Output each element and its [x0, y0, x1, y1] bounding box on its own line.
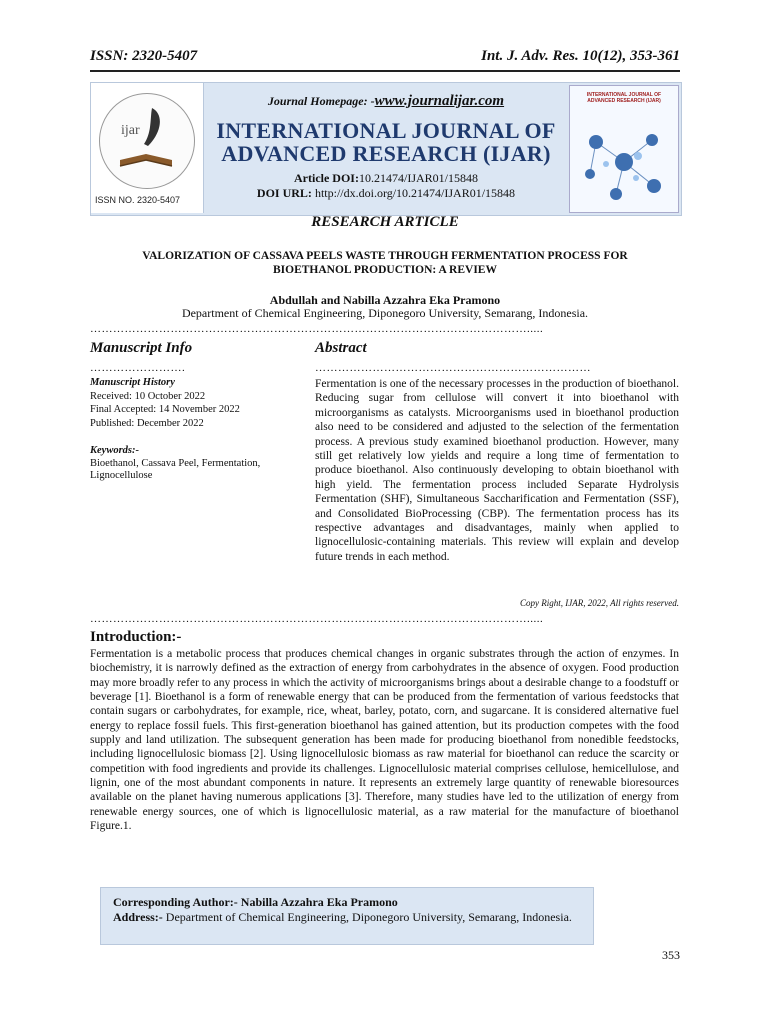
divider-dots-manuscript: ……………………. — [90, 362, 186, 374]
divider-dots-abstract: ……………………………………………………………… — [315, 362, 591, 374]
accepted-date: Final Accepted: 14 November 2022 — [90, 404, 240, 415]
abstract-heading: Abstract — [315, 340, 367, 356]
introduction-text: Fermentation is a metabolic process that produces chemical changes in organic substrates through the action of enzymes. In biochemistry, it is narrowly defined as the extraction of energy from carbohydrates in the absence of oxygen. Food production may more broadly refer to any process in which the activity of microorganisms brings about a desirable change to a foodstuff or beverage [1]. Bioethanol is a form of renewable energy that can be produced from the fermentation of various feedstocks that contain sugars or carbohydrates, for example, rice, wheat, barley, potato, corn, and sugarcane. It is considered alternative fuel energy to replace fossil fuels. This first-generation bioethanol has gained attention, but its production competes with the food supply and land utilization. The subsequent generation has been made for producing bioethanol from nonedible feedstocks, including lignocellulosic biomass [2]. Using lignocellulosic biomass as raw material for bioethanol can reduce the scarcity or competition with food ingredients and provide its challenges. Lignocellulosic material comprises cellulose, hemicellulose, and lignin, one of the most abundant components in nature. It represents an extremely large quantity of renewable bioresources available on the planet having numerous applications [3]. Therefore, many studies have led to the utilization of energy from renewable energy sources, one of which is lignocellulosic material, as a raw material for the manufacture of bioethanol Figure.1. — [90, 648, 679, 833]
article-type: RESEARCH ARTICLE — [311, 214, 459, 230]
doi-value: 10.21474/IJAR01/15848 — [358, 171, 478, 185]
address-label: Address:- — [113, 910, 163, 924]
journal-title — [203, 119, 569, 165]
divider-dots-top: ……………………………………………………………………………………………………..... — [90, 323, 544, 335]
issn-number: ISSN: 2320-5407 — [90, 48, 198, 64]
journal-banner — [90, 82, 682, 216]
journal-logo — [91, 83, 204, 213]
doi-label: Article DOI: — [294, 171, 359, 185]
authors: Abdullah and Nabilla Azzahra Eka Pramono — [269, 293, 501, 307]
logo-issn: ISSN NO. 2320-5407 — [95, 195, 181, 205]
published-date: Published: December 2022 — [90, 417, 204, 429]
history-title: Manuscript History — [90, 377, 175, 388]
corresponding-author-title: Corresponding Author:- Nabilla Azzahra Eka Pramono — [113, 895, 398, 909]
keywords-title: Keywords:- — [90, 445, 139, 456]
address-text: Department of Chemical Engineering, Diponegoro University, Semarang, Indonesia. — [165, 910, 572, 924]
journal-homepage — [203, 93, 569, 110]
corresponding-address — [113, 910, 581, 924]
journal-title-line1: INTERNATIONAL JOURNAL OF — [216, 118, 556, 143]
cover-title: INTERNATIONAL JOURNAL OF ADVANCED RESEARCH (IJAR) — [586, 92, 662, 104]
paper-title — [110, 249, 660, 277]
corresponding-author-box — [100, 887, 594, 945]
molecule-icon — [576, 112, 672, 208]
paper-title-line2: BIOETHANOL PRODUCTION: A REVIEW — [273, 264, 497, 276]
manuscript-info-heading: Manuscript Info — [90, 340, 193, 356]
keywords-block — [90, 445, 280, 483]
doi-block — [203, 171, 569, 201]
received-date: Received: 10 October 2022 — [90, 390, 206, 402]
introduction-heading: Introduction:- — [90, 629, 182, 645]
doi-url-label: DOI URL: — [256, 186, 312, 200]
keywords-list: Bioethanol, Cassava Peel, Fermentation, Lignocellulose — [90, 457, 261, 481]
page-number: 353 — [662, 948, 680, 962]
journal-title-line2: ADVANCED RESEARCH (IJAR) — [221, 141, 551, 166]
quill-book-icon — [100, 94, 194, 188]
abstract-text: Fermentation is one of the necessary processes in the production of bioethanol. Reducing sugar from cellulose will convert it into bioethanol with microorganisms as catalysts. Microorganisms used in bioethanol production also need to be considered and adjusted to the selection of the fermentation process. A previous study examined bioethanol production. However, many still get relatively low yields and require a long time of fermentation to produce bioethanol. Also continuously developing to obtain bioethanol with high yield. The fermentation process included Separate Hydrolysis Fermentation (SHF), Simultaneous Saccharification and Fermentation (SSF), and Consolidated BioProcessing (CBP). The fermentation process has its respective advantages and disadvantages, mainly when applied to lignocellulosic-containing materials. This review will explain and develop future trends in each method. — [315, 378, 679, 563]
homepage-label: Journal Homepage: - — [267, 94, 375, 108]
doi-url-link[interactable]: http://dx.doi.org/10.21474/IJAR01/15848 — [314, 186, 516, 200]
journal-citation: Int. J. Adv. Res. 10(12), 353-361 — [481, 48, 680, 64]
journal-cover-image — [569, 85, 679, 213]
divider-dots-bottom: ……………………………………………………………………………………………………..... — [90, 613, 544, 625]
logo-emblem — [99, 93, 195, 189]
affiliation: Department of Chemical Engineering, Diponegoro University, Semarang, Indonesia. — [181, 306, 589, 320]
copyright-notice: Copy Right, IJAR, 2022, All rights reserved. — [520, 598, 679, 608]
manuscript-history — [90, 376, 280, 430]
homepage-link[interactable]: www.journalijar.com — [374, 93, 505, 109]
logo-text: ijar — [121, 123, 140, 138]
running-header — [90, 46, 680, 72]
paper-title-line1: VALORIZATION OF CASSAVA PEELS WASTE THROUGH FERMENTATION PROCESS FOR — [142, 250, 628, 262]
